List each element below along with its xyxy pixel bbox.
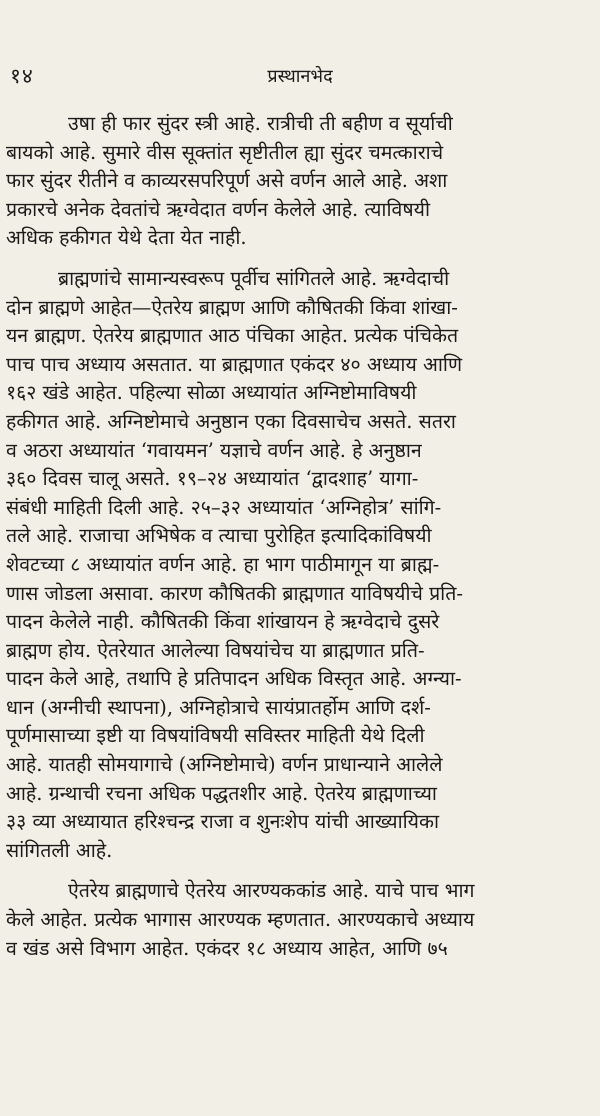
- text-line: तले आहे. राजाचा अभिषेक व त्याचा पुरोहित इत्यादिकांविषयी: [6, 524, 432, 548]
- body-text: [6, 110, 592, 963]
- text-line: फार सुंदर रीतीने व काव्यरसपरिपूर्ण असे वर्णन आले आहे. अशा: [6, 169, 448, 193]
- text-line: ऐतरेय ब्राह्मणाचे ऐतरेय आरण्यककांड आहे. याचे पाच भाग: [68, 879, 475, 903]
- text-line: णास जोडला असावा. कारण कौषितकी ब्राह्मणात याविषयीचे प्रति-: [6, 581, 463, 605]
- text-line: शेवटच्या ८ अध्यायांत वर्णन आहे. हा भाग पाठीमागून या ब्राह्म-: [6, 552, 440, 576]
- text-line: ब्राह्मणांचे सामान्यस्वरूप पूर्वीच सांगितले आहे. ऋग्वेदाची: [58, 266, 450, 290]
- text-line: ३६० दिवस चालू असते. १९–२४ अध्यायांत ‘द्वादशाह’ यागा-: [6, 467, 419, 491]
- text-line: हकीगत आहे. अग्निष्टोमाचे अनुष्ठान एका दिवसाचेच असते. सतरा: [6, 409, 456, 433]
- text-line: ब्राह्मण होय. ऐतरेयात आलेल्या विषयांचेच या ब्राह्मणात प्रति-: [6, 638, 425, 662]
- text-line: बायको आहे. सुमारे वीस सूक्तांत सृष्टीतील ह्या सुंदर चमत्काराचे: [6, 140, 444, 164]
- text-line: धान (अग्नीची स्थापना), अग्निहोत्राचे सायंप्रातर्होम आणि दर्श-: [6, 695, 431, 719]
- text-line: पादन केलेले नाही. कौषितकी किंवा शांखायन हे ऋग्वेदाचे दुसरे: [6, 610, 440, 634]
- paragraph-3: [6, 877, 592, 963]
- text-line: पाच पाच अध्याय असतात. या ब्राह्मणात एकंदर ४० अध्याय आणि: [6, 352, 463, 376]
- text-line: आहे. ग्रन्थाची रचना अधिक पद्धतशीर आहे. ऐतरेय ब्राह्मणाच्या: [6, 781, 437, 805]
- text-line: सांगितली आहे.: [6, 838, 113, 862]
- text-line: संबंधी माहिती दिली आहे. २५–३२ अध्यायांत ‘अग्निहोत्र’ सांगि-: [6, 495, 442, 519]
- paragraph-2: [6, 265, 592, 865]
- text-line: अधिक हकीगत येथे देता येत नाही.: [6, 226, 247, 250]
- text-line: उषा ही फार सुंदर स्त्री आहे. रात्रीची ती बहीण व सूर्याची: [68, 112, 453, 135]
- text-line: दोन ब्राह्मणे आहेत—ऐतरेय ब्राह्मण आणि कौषितकी किंवा शांखा-: [6, 295, 458, 319]
- page-header: [0, 60, 600, 90]
- text-line: प्रकारचे अनेक देवतांचे ऋग्वेदात वर्णन केलेले आहे. त्याविषयी: [6, 197, 430, 221]
- text-line: आहे. यातही सोमयागाचे (अग्निष्टोमाचे) वर्णन प्राधान्याने आलेले: [6, 753, 443, 777]
- text-line: ३३ व्या अध्यायात हरिश्चन्द्र राजा व शुनःशेप यांची आख्यायिका: [6, 810, 440, 834]
- paragraph-gap: [6, 865, 592, 877]
- paragraph-gap: [6, 253, 592, 265]
- text-line: पूर्णमासाच्या इष्टी या विषयांविषयी सविस्तर माहिती येथे दिली: [6, 724, 425, 748]
- text-line: १६२ खंडे आहेत. पहिल्या सोळा अध्यायांत अग्निष्टोमाविषयी: [6, 381, 417, 405]
- text-line: केले आहेत. प्रत्येक भागास आरण्यक म्हणतात. आरण्यकाचे अध्याय: [6, 908, 475, 932]
- running-head: प्रस्थानभेद: [267, 66, 333, 87]
- text-line: व खंड असे विभाग आहेत. एकंदर १८ अध्याय आहेत, आणि ७५: [6, 936, 448, 960]
- text-line: यन ब्राह्मण. ऐतरेय ब्राह्मणात आठ पंचिका आहेत. प्रत्येक पंचिकेत: [6, 324, 459, 348]
- text-line: पादन केले आहे, तथापि हे प्रतिपादन अधिक विस्तृत आहे. अग्न्या-: [6, 667, 462, 691]
- page-number: १४: [10, 64, 34, 88]
- paragraph-1: [6, 110, 592, 253]
- text-line: व अठरा अध्यायांत ‘गवायमन’ यज्ञाचे वर्णन आहे. हे अनुष्ठान: [6, 438, 422, 462]
